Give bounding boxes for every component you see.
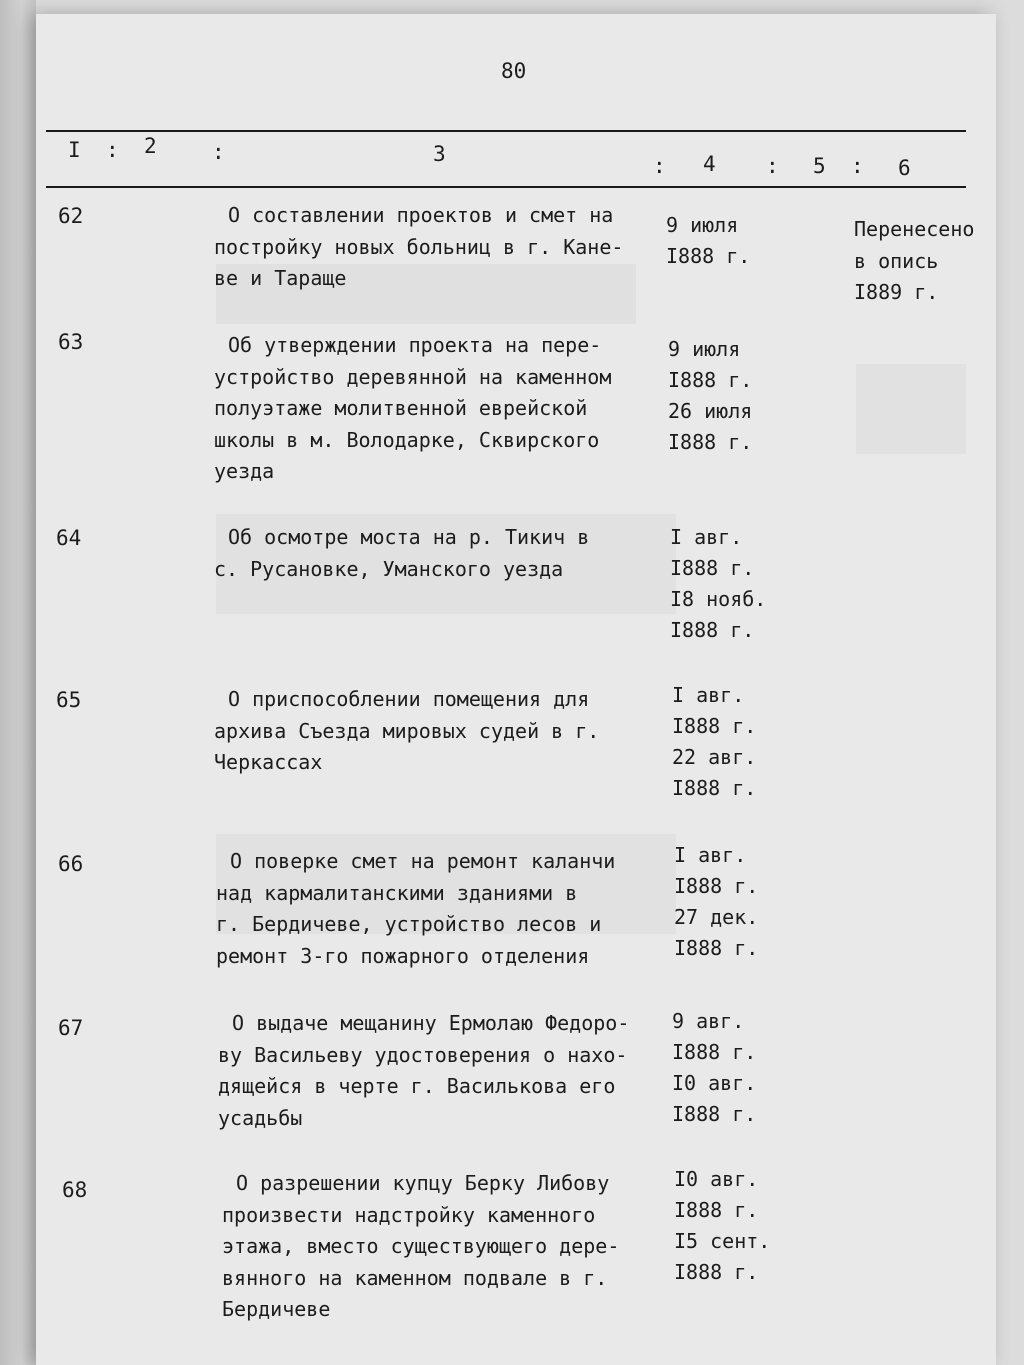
entry-title [218,1008,673,1134]
entry-title-line: ремонт 3-го пожарного отделения [216,943,590,968]
entry-number: 62 [58,204,84,228]
entry-title [214,330,669,488]
entry-title [214,200,669,295]
entry-title-line: г. Бердичеве, устройство лесов и [216,912,602,936]
entry-title-line: Черкассах [214,750,323,774]
entry-date-line: I8 нояб. [670,587,767,611]
entry-title-line: устройство деревянной на каменном [214,364,612,389]
entry-dates [672,680,756,804]
entry-dates [668,334,752,458]
entry-title-line: Бердичеве [222,1297,331,1321]
entry-title-line: произвести надстройку каменного [222,1202,596,1227]
book-binding [0,0,36,1365]
entry-date-line: I888 г. [674,936,759,960]
bleed-through-shadow [856,364,966,454]
column-header-1: I [68,138,81,162]
column-separator: : [766,154,779,178]
entry-date-line: I888 г. [672,1040,757,1064]
entry-date-line: 9 июля [668,337,741,361]
column-header-5: 5 [813,154,826,178]
entry-dates [672,1006,756,1130]
entry-date-line: I авг. [674,843,747,867]
entry-number: 63 [58,330,84,354]
entry-title [216,846,671,972]
entry-dates [666,210,750,272]
entry-title [214,522,669,585]
entry-date-line: I888 г. [672,776,757,800]
entry-date-line: 26 июля [668,399,753,423]
entry-dates [674,840,758,964]
entry-title-line: О поверке смет на ремонт каланчи [230,849,616,873]
entry-date-line: I0 авг. [672,1071,757,1095]
entry-date-line: I888 г. [666,244,751,268]
header-top-rule [46,130,966,132]
column-header-2: 2 [144,134,157,158]
document-page [36,14,996,1365]
entry-title-line: вянного на каменном подвале в г. [222,1265,608,1290]
entry-title-line: О составлении проектов и смет на [228,203,614,227]
entry-date-line: I888 г. [672,1102,757,1126]
entry-title-line: усадьбы [218,1105,303,1130]
entry-title-line: уезда [214,459,275,483]
entry-date-line: I888 г. [672,714,757,738]
entry-date-line: 27 дек. [674,905,759,929]
entry-title-line: О приспособлении помещения для [228,687,590,711]
entry-date-line: I авг. [672,683,745,707]
entry-date-line: I5 сент. [674,1229,771,1253]
entry-title-line: Об утверждении проекта на пере- [228,333,602,357]
entry-title-line: Об осмотре моста на р. Тикич в [228,525,590,549]
entry-title-line: этажа, вместо существующего дере- [222,1234,620,1258]
entry-date-line: I авг. [670,525,743,549]
entry-date-line: I888 г. [674,1198,759,1222]
entry-title-line: школы в м. Володарке, Сквирского [214,427,600,452]
entry-title-line: дящейся в черте г. Василькова его [218,1074,616,1098]
entry-date-line: 9 авг. [672,1009,745,1033]
entry-date-line: I888 г. [668,368,753,392]
column-separator: : [851,154,864,178]
entry-note-line: I889 г. [854,280,939,304]
entry-number: 66 [58,852,84,876]
column-separator: : [653,154,666,178]
entry-title-line: постройку новых больниц в г. Кане- [214,234,624,259]
column-separator: : [212,140,225,164]
entry-title-line: над кармалитанскими зданиями в [216,880,578,905]
entry-title [222,1168,677,1326]
entry-number: 65 [56,688,82,712]
column-header-3: 3 [433,142,446,166]
entry-date-line: 22 авг. [672,745,757,769]
entry-dates [670,522,766,646]
column-header-6: 6 [898,156,911,180]
entry-dates [674,1164,770,1288]
entry-note-line: Перенесено [854,217,975,241]
entry-date-line: 9 июля [666,213,739,237]
entry-date-line: I0 авг. [674,1167,759,1191]
entry-date-line: I888 г. [674,1260,759,1284]
entry-note [854,214,974,309]
column-header-4: 4 [703,152,716,176]
entry-number: 68 [62,1178,88,1202]
page-number: 80 [501,59,527,83]
entry-title-line: ве и Таращe [214,266,347,290]
entry-number: 64 [56,526,82,550]
entry-title-line: ву Васильеву удостоверения о нахо- [218,1042,628,1067]
entry-title-line: О разрешении купцу Берку Либову [236,1171,610,1195]
header-bottom-rule [46,186,966,188]
entry-title-line: полуэтаже молитвенной еврейской [214,396,588,420]
entry-note-line: в опись [854,248,939,273]
entry-date-line: I888 г. [668,430,753,454]
entry-date-line: I888 г. [670,556,755,580]
entry-date-line: I888 г. [674,874,759,898]
entry-title-line: архива Съезда мировых судей в г. [214,718,600,743]
entry-title-line: О выдаче мещанину Ермолаю Федоро- [232,1011,630,1035]
entry-date-line: I888 г. [670,618,755,642]
entry-title-line: с. Русановке, Уманского уезда [214,556,564,581]
entry-number: 67 [58,1016,84,1040]
column-separator: : [106,138,119,162]
entry-title [214,684,669,779]
